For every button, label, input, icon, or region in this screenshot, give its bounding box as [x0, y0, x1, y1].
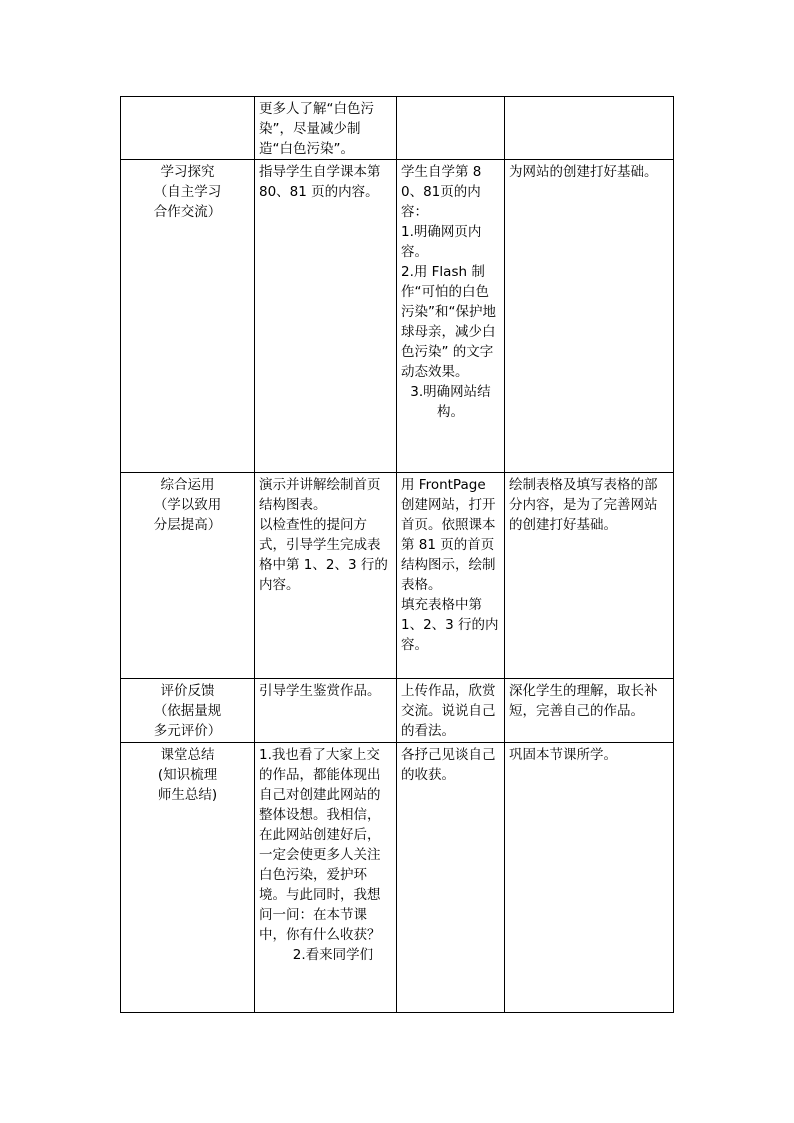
student-activity-cell: [397, 743, 505, 1013]
student-activity-cell: [397, 473, 505, 679]
table-row: [121, 473, 674, 679]
table-row: [121, 679, 674, 743]
stage-title: 学习探究: [160, 164, 215, 180]
teacher-activity-cell: [255, 97, 397, 160]
stage-subtitle: (知识梳理: [157, 767, 218, 783]
student-text: 3.明确网站结构。: [410, 384, 491, 420]
stage-subtitle: （学以致用: [153, 497, 222, 513]
teacher-text: 1.我也看了大家上交的作品，都能体现出自己对创建此网站的整体设想。我相信，在此网站创建好后，一定会使更多人关注白色污染，爱护环境。与此同时，我想问一问：在本节课中，你有什么收获？: [259, 747, 381, 943]
stage-cell: [121, 679, 255, 743]
design-intent-cell: 深化学生的理解，取长补短，完善自己的作品。: [505, 679, 674, 743]
design-intent-cell: 绘制表格及填写表格的部分内容，是为了完善网站的创建打好基础。: [505, 473, 674, 679]
student-text: 上传作品，欣赏交流。说说自己的看法。: [401, 683, 496, 739]
lesson-plan-table: [120, 96, 674, 1013]
teacher-activity-cell: [255, 160, 397, 473]
teacher-text: 2.看来同学们: [292, 947, 374, 963]
table-row: [121, 743, 674, 1013]
student-text: 用 FrontPage 创建网站，打开首页。依照课本第 81 页的首页结构图示，绘制表格。: [401, 477, 496, 593]
teacher-activity-cell: [255, 473, 397, 679]
stage-cell: [121, 97, 255, 160]
teacher-text: 演示并讲解绘制首页结构图表。: [259, 477, 381, 513]
stage-subtitle: 多元评价）: [153, 723, 222, 739]
stage-subtitle: （依据量规: [153, 703, 222, 719]
student-text: 填充表格中第 1、2、3 行的内容。: [401, 597, 499, 653]
stage-cell: [121, 473, 255, 679]
teacher-text: 引导学生鉴赏作品。: [259, 683, 381, 699]
table-row: [121, 160, 674, 473]
design-intent-cell: [505, 97, 674, 160]
stage-title: 综合运用: [160, 477, 215, 493]
stage-cell: [121, 160, 255, 473]
table-row: [121, 97, 674, 160]
teacher-text: 以检查性的提问方式，引导学生完成表格中第 1、2、3 行的内容。: [259, 517, 388, 593]
student-activity-cell: [397, 97, 505, 160]
teacher-activity-cell: [255, 679, 397, 743]
student-text: 学生自学第 80、81页的内容：: [401, 164, 482, 220]
teacher-text: 指导学生自学课本第 80、81 页的内容。: [259, 164, 381, 200]
student-text: 1.明确网页内容。: [401, 224, 482, 260]
stage-subtitle: （自主学习: [153, 184, 222, 200]
teacher-text: 更多人了解“白色污染”，尽量减少制造“白色污染”。: [259, 101, 374, 157]
stage-subtitle: 分层提高）: [153, 517, 222, 533]
student-activity-cell: [397, 160, 505, 473]
student-text: 各抒己见谈自己的收获。: [401, 747, 496, 783]
stage-subtitle: 合作交流）: [153, 204, 222, 220]
stage-title: 评价反馈: [160, 683, 215, 699]
design-intent-cell: 为网站的创建打好基础。: [505, 160, 674, 473]
stage-title: 课堂总结: [160, 747, 215, 763]
student-activity-cell: [397, 679, 505, 743]
design-intent-cell: 巩固本节课所学。: [505, 743, 674, 1013]
teacher-activity-cell: [255, 743, 397, 1013]
stage-subtitle: 师生总结): [157, 787, 218, 803]
student-text: 2.用 Flash 制作“可怕的白色污染”和“保护地球母亲，减少白色污染” 的文字动态效果。: [401, 264, 496, 380]
stage-cell: [121, 743, 255, 1013]
